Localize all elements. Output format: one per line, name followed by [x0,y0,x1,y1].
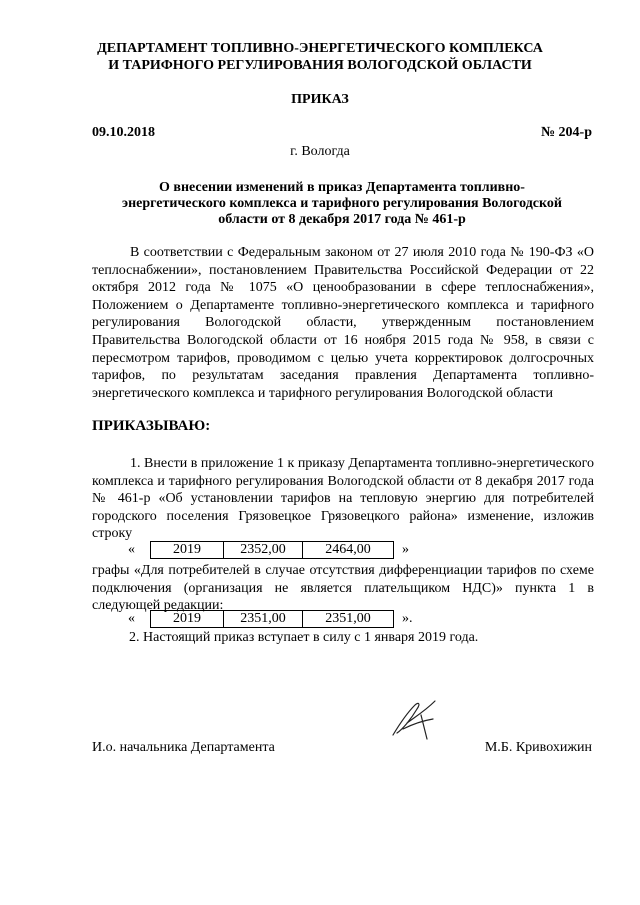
document-number: № 204-р [540,125,592,140]
new-value-1-cell: 2351,00 [223,611,302,627]
new-tariff-cells [150,610,394,628]
signatory-name: М.Б. Кривохижин [484,740,592,755]
quote-open: « [128,611,135,626]
document-type: ПРИКАЗ [291,92,349,107]
document-city: г. Вологда [290,144,350,159]
document-subject [92,180,592,228]
quote-close: ». [402,611,413,626]
old-tariff-row [128,541,409,559]
signatory-title: И.о. начальника Департамента [92,740,275,755]
old-year-cell: 2019 [173,542,201,557]
preamble-paragraph: В соответствии с Федеральным законом от 27 июля 2010 года № 190-ФЗ «О теплоснабжении», постановлением Правительства Российской Федерации от 22 октября 2012 года № 1075 «О ценообразовании в сфере теплоснабжения», Положением о Департаменте топливно-энергетического комплекса и тарифного регулирования Вологодской области, утвержденным постановлением Правительства Вологодской области от 16 ноября 2015 года № 958, в связи с пересмотром тарифов, проводимом с целью учета корректировок долгосрочных тарифов, по результатам заседания правления Департамента топливно-энергетического комплекса и тарифного регулирования Вологодской области [92,245,594,401]
old-tariff-cells [150,541,394,559]
handwritten-signature-icon [385,695,445,743]
document-date: 09.10.2018 [92,125,155,140]
quote-open: « [128,542,135,557]
subject-line-1: О внесении изменений в приказ Департамента топливно- [159,180,525,195]
organization-name [60,40,580,74]
new-value-2-cell: 2351,00 [302,611,393,627]
org-line-1: ДЕПАРТАМЕНТ ТОПЛИВНО-ЭНЕРГЕТИЧЕСКОГО КОМПЛЕКСА [97,41,543,56]
item-2-paragraph: 2. Настоящий приказ вступает в силу с 1 января 2019 года. [129,630,479,645]
new-tariff-row [128,610,413,628]
orders-heading: ПРИКАЗЫВАЮ: [92,418,211,434]
old-value-2-cell: 2464,00 [302,542,393,558]
new-year-cell: 2019 [173,611,201,626]
old-value-1-cell: 2352,00 [223,542,302,558]
item-1-paragraph: 1. Внести в приложение 1 к приказу Департамента топливно-энергетического комплекса и тарифного регулирования Вологодской области от 8 декабря 2017 года № 461-р «Об установлении тарифов на тепловую энергию для потребителей городского поселения Грязовецкое Грязовецкого района» изменение, изложив строку [92,456,594,542]
subject-line-2: энергетического комплекса и тарифного регулирования Вологодской [122,196,562,211]
org-line-2: И ТАРИФНОГО РЕГУЛИРОВАНИЯ ВОЛОГОДСКОЙ ОБЛАСТИ [108,58,532,73]
subject-line-3: области от 8 декабря 2017 года № 461-р [218,212,466,227]
quote-close: » [402,542,409,557]
item-1-continuation: графы «Для потребителей в случае отсутствия дифференциации тарифов по схеме подключения (организация не является плательщиком НДС)» пункта 1 в следующей редакции: [92,563,594,614]
